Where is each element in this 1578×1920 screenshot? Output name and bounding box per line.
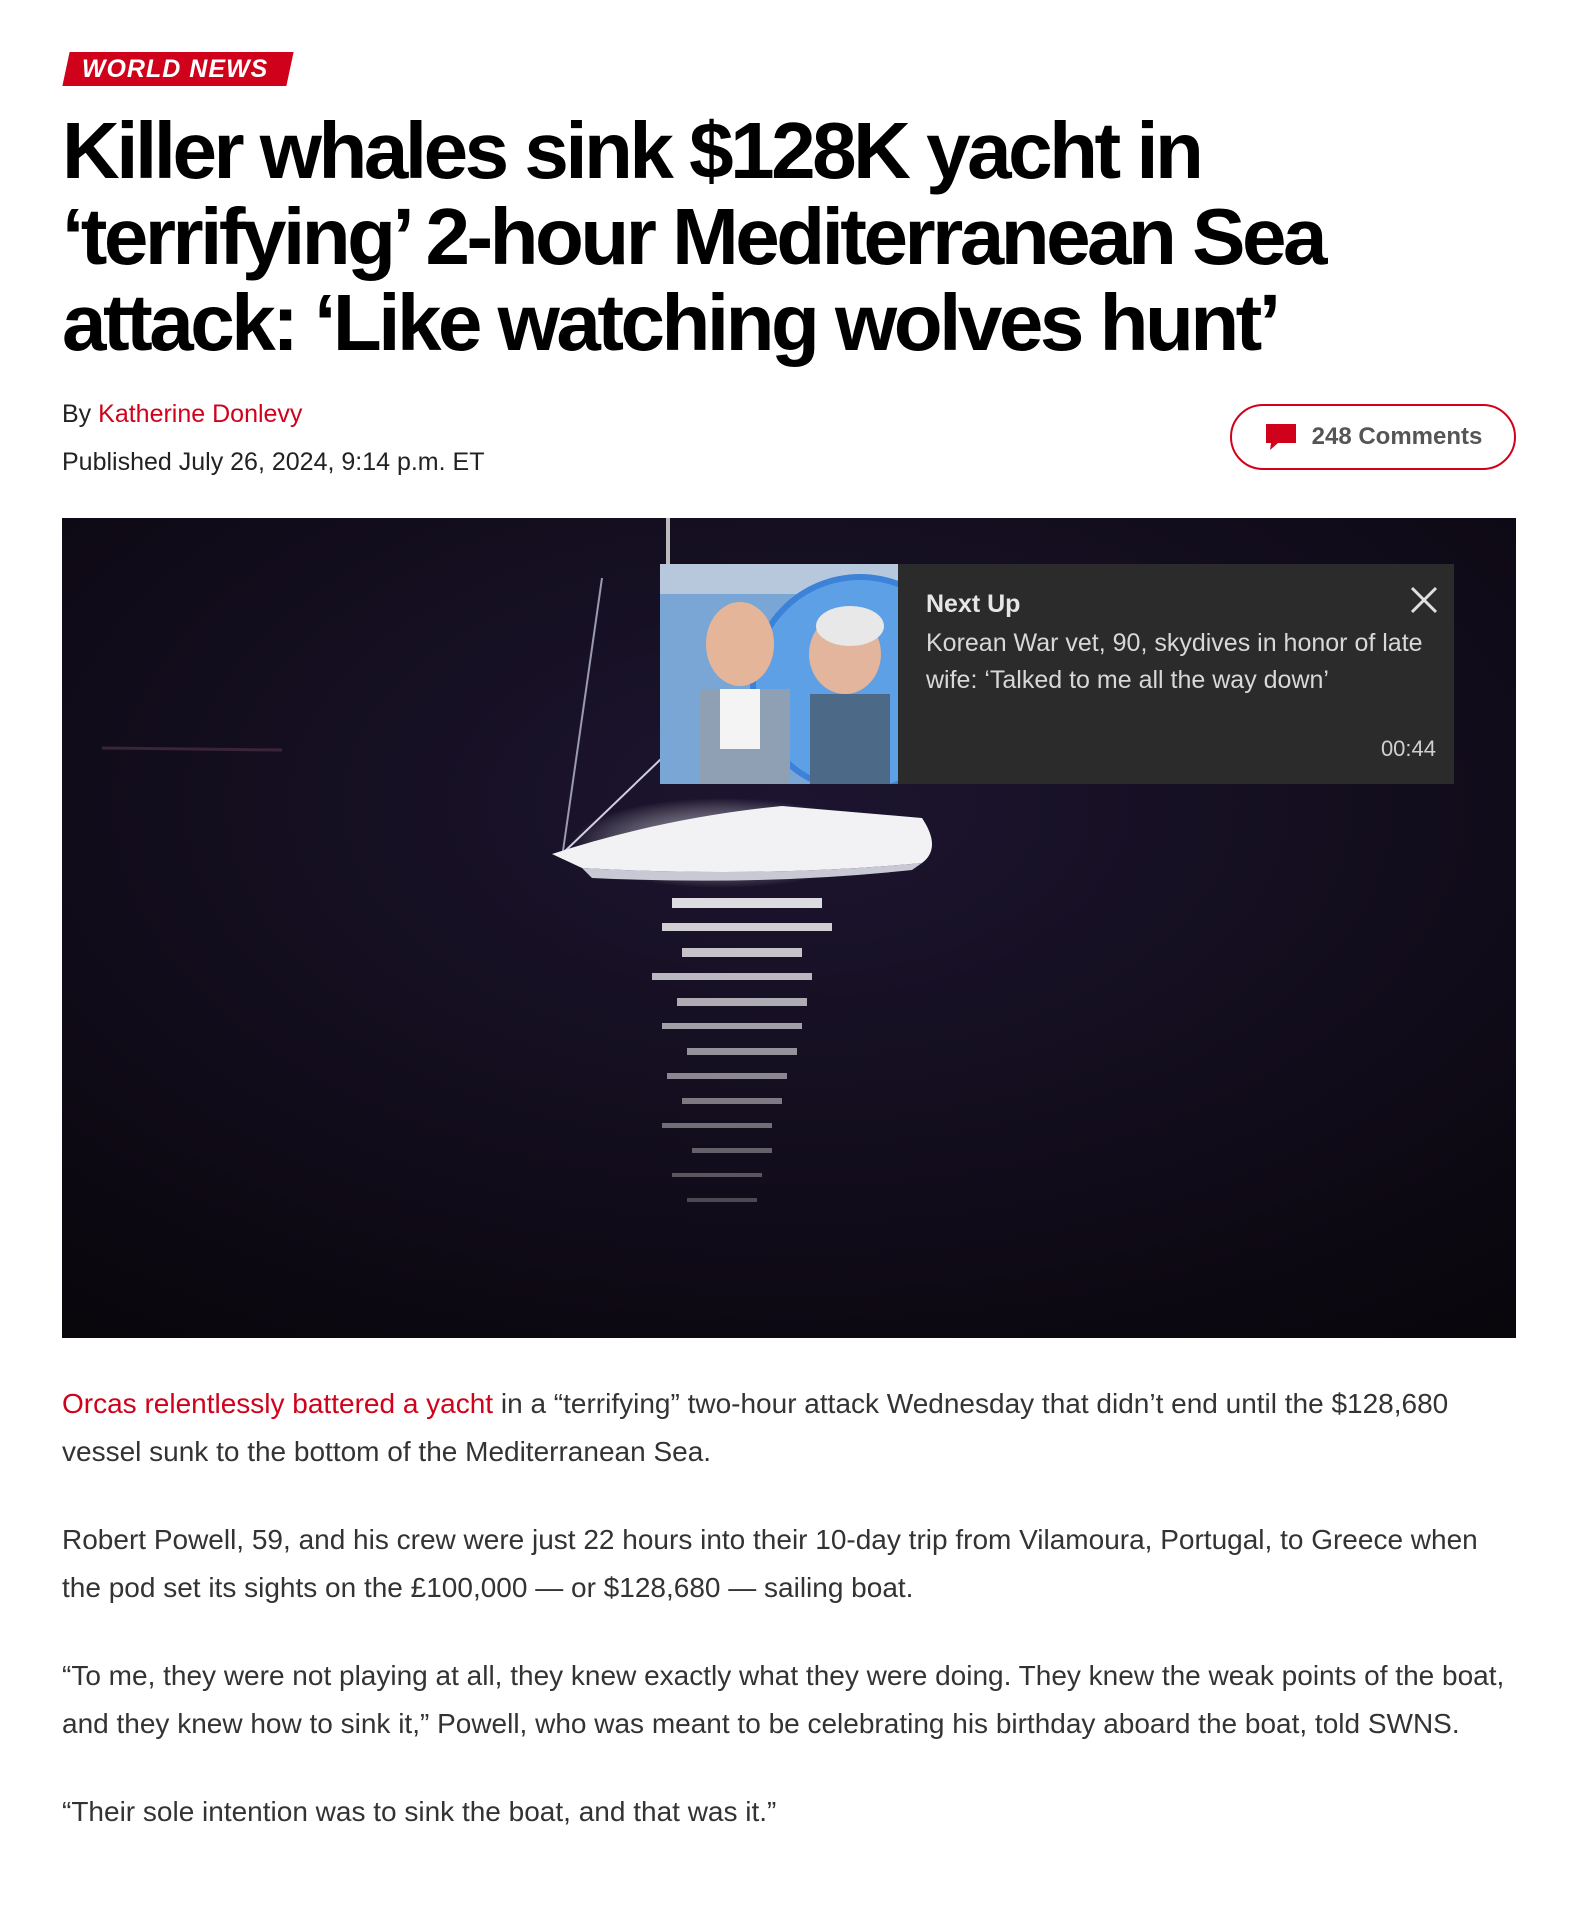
comments-count: 248 Comments: [1311, 423, 1483, 450]
category-label: WORLD NEWS: [82, 54, 269, 83]
article-paragraph: “To me, they were not playing at all, they knew exactly what they were doing. They knew the weak points of the boat, and they knew how to sink it,” Powell, who was meant to be celebrating his birthday aboard the boat, told SWNS.: [62, 1660, 1505, 1739]
publish-date: Published July 26, 2024, 9:14 p.m. ET: [62, 448, 485, 476]
comments-button[interactable]: [1230, 404, 1516, 470]
author-link[interactable]: Katherine Donlevy: [98, 400, 303, 428]
category-tag[interactable]: [62, 52, 294, 86]
article-body: [62, 1380, 1516, 1876]
article-paragraph: Robert Powell, 59, and his crew were just 22 hours into their 10-day trip from Vilamoura, Portugal, to Greece when the pod set its sights on the £100,000 — or $128,680 — sailing boat.: [62, 1524, 1478, 1603]
next-up-thumbnail[interactable]: [660, 564, 898, 784]
next-up-info: [898, 564, 1464, 784]
article-paragraph: “Their sole intention was to sink the boat, and that was it.”: [62, 1796, 777, 1827]
article-paragraph-text: in a “terrifying” two-hour attack Wednesday that didn’t end until the $128,680 vessel sunk to the bottom of the Mediterranean Sea.: [62, 1388, 1449, 1467]
page-title: Killer whales sink $128K yacht in ‘terrifying’ 2-hour Mediterranean Sea attack: ‘Like watching wolves hunt’: [62, 106, 1324, 367]
article-inline-link[interactable]: Orcas relentlessly battered a yacht: [62, 1388, 494, 1419]
article-paragraph: [62, 1380, 1516, 1476]
byline-prefix: By: [62, 400, 92, 428]
next-up-title[interactable]: Korean War vet, 90, skydives in honor of late wife: ‘Talked to me all the way down’: [926, 629, 1423, 694]
byline: [62, 400, 302, 429]
next-up-duration: 00:44: [1380, 736, 1436, 761]
next-up-label: Next Up: [926, 590, 1021, 618]
comment-bubble-icon: [1264, 422, 1298, 452]
close-icon[interactable]: [1406, 582, 1442, 618]
skydive-thumbnail-image: [660, 564, 898, 784]
next-up-card[interactable]: [660, 564, 1454, 784]
